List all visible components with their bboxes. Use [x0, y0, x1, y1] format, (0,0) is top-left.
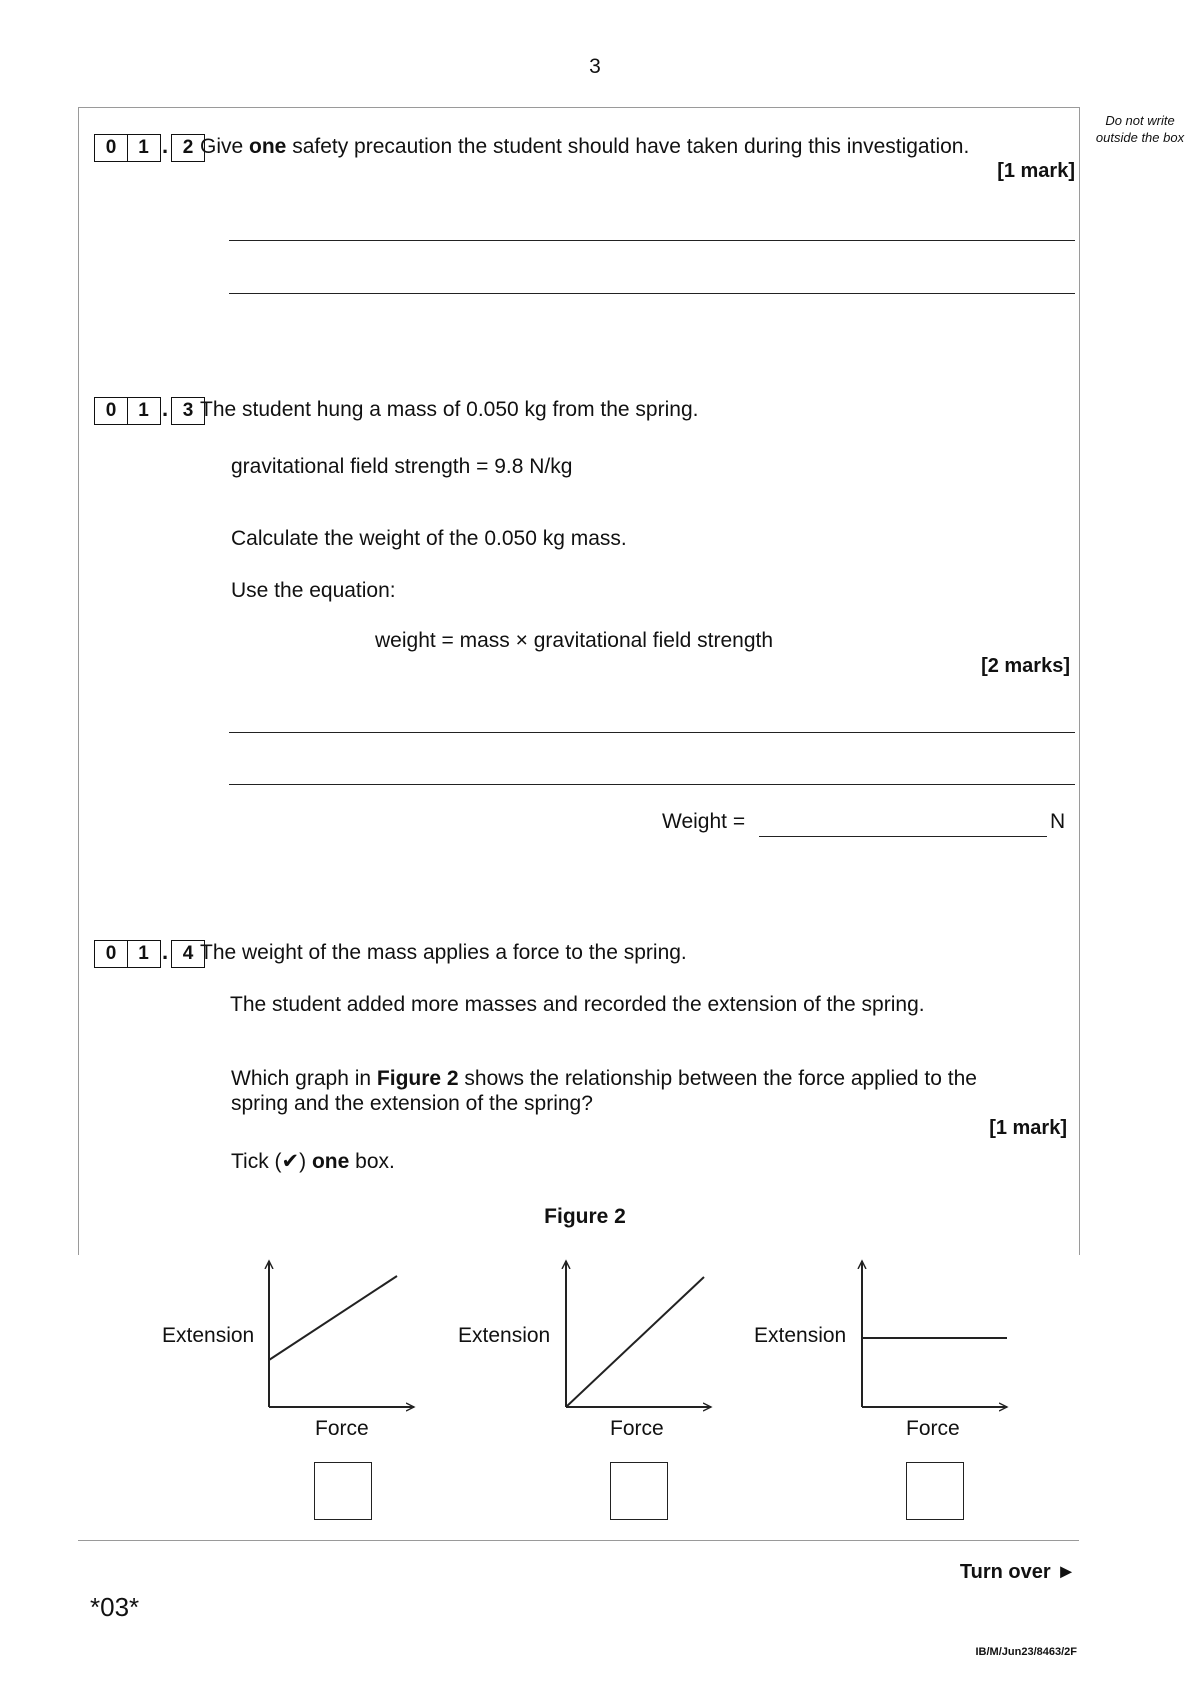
weight-answer-line[interactable] — [759, 836, 1047, 837]
qnum-dot: . — [161, 939, 169, 964]
graph-a-y-label: Extension — [162, 1324, 255, 1347]
qnum-digit: 0 — [94, 940, 128, 968]
answer-line[interactable] — [229, 732, 1075, 733]
qnum-digit: 4 — [171, 940, 205, 968]
marks-01-2: [1 mark] — [997, 160, 1075, 182]
question-number-01-2 — [94, 134, 204, 162]
marks-01-3: [2 marks] — [981, 655, 1070, 677]
qnum-digit: 1 — [127, 397, 161, 425]
graph-b-x-label: Force — [610, 1417, 664, 1440]
answer-unit: N — [1050, 810, 1066, 833]
graph-c-x-label: Force — [906, 1417, 960, 1440]
page-number: 3 — [589, 55, 601, 78]
answer-line[interactable] — [229, 784, 1075, 785]
question-number-01-4 — [94, 940, 204, 968]
answer-line[interactable] — [229, 240, 1075, 241]
graph-b — [566, 1261, 711, 1407]
qnum-digit: 1 — [127, 940, 161, 968]
figure-title: Figure 2 — [544, 1205, 626, 1228]
question-prompt-line-2: spring and the extension of the spring? — [231, 1092, 593, 1115]
given-data: gravitational field strength = 9.8 N/kg — [231, 455, 573, 478]
qnum-digit: 0 — [94, 134, 128, 162]
question-text-01-3: The student hung a mass of 0.050 kg from the spring. — [200, 398, 699, 421]
paper-reference: IB/M/Jun23/8463/2F — [975, 1646, 1077, 1658]
tick-box-graph-c[interactable] — [906, 1462, 964, 1520]
tick-box-graph-a[interactable] — [314, 1462, 372, 1520]
graph-b-line — [566, 1277, 704, 1407]
tick-instruction: Tick (✔) one box. — [231, 1150, 395, 1173]
use-equation-label: Use the equation: — [231, 579, 396, 602]
graph-a — [269, 1261, 414, 1407]
qnum-digit: 2 — [171, 134, 205, 162]
graph-a-x-label: Force — [315, 1417, 369, 1440]
figure-2 — [0, 1255, 1190, 1445]
turn-over: Turn over ► — [959, 1561, 1076, 1583]
graph-c — [862, 1261, 1007, 1407]
qnum-digit: 3 — [171, 397, 205, 425]
qnum-dot: . — [161, 133, 169, 158]
frame-left-border — [78, 107, 79, 1255]
question-text-01-4: The weight of the mass applies a force to the spring. — [200, 941, 687, 964]
qnum-digit: 1 — [127, 134, 161, 162]
frame-top-border — [78, 107, 1079, 108]
qnum-dot: . — [161, 396, 169, 421]
answer-line[interactable] — [229, 293, 1075, 294]
calculate-instruction: Calculate the weight of the 0.050 kg mass. — [231, 527, 627, 550]
margin-note: Do not write outside the box — [1095, 113, 1185, 145]
frame-right-border — [1079, 107, 1080, 1255]
equation: weight = mass × gravitational field strength — [375, 629, 774, 652]
frame-bottom-border — [78, 1540, 1079, 1541]
answer-label: Weight = — [662, 810, 746, 833]
tick-box-graph-b[interactable] — [610, 1462, 668, 1520]
qnum-digit: 0 — [94, 397, 128, 425]
question-text-01-2: Give one safety precaution the student should have taken during this investigation. — [200, 135, 970, 158]
graph-b-y-label: Extension — [458, 1324, 551, 1347]
question-prompt: Which graph in Figure 2 shows the relationship between the force applied to the — [231, 1067, 977, 1090]
graph-a-line — [269, 1276, 397, 1360]
page-code: *03* — [90, 1592, 140, 1622]
graph-c-y-label: Extension — [754, 1324, 847, 1347]
question-line-2: The student added more masses and recorded the extension of the spring. — [230, 993, 925, 1016]
marks-01-4: [1 mark] — [989, 1117, 1067, 1139]
question-number-01-3 — [94, 397, 204, 425]
